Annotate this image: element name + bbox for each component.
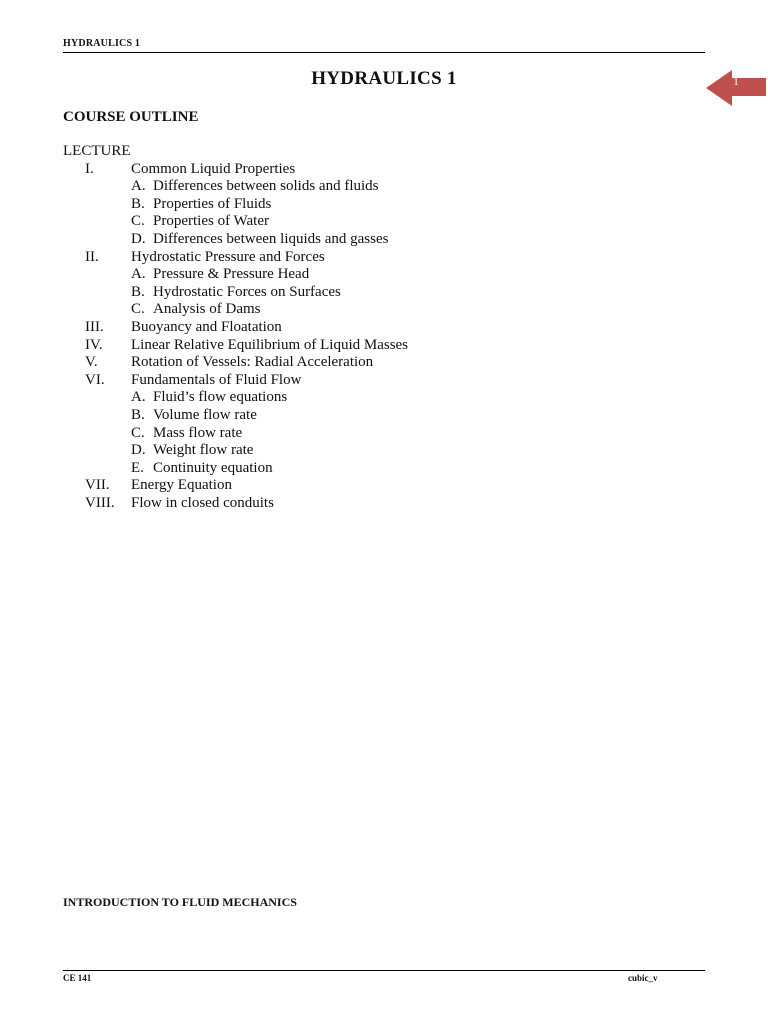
outline-subtopic: [63, 231, 703, 249]
footer-divider: [63, 970, 705, 971]
subtopic: [131, 266, 309, 284]
outline-subtopic: [63, 301, 703, 319]
outline-topic: [63, 495, 703, 513]
footer-course-code: CE 141: [63, 973, 92, 983]
subtopic-letter: D.: [131, 230, 146, 247]
subtopic-text: Pressure & Pressure Head: [153, 266, 310, 283]
header-divider: [63, 52, 705, 53]
subtopic-letter: B.: [131, 406, 145, 423]
subtopic-letter: C.: [131, 213, 145, 230]
intro-heading: INTRODUCTION TO FLUID MECHANICS: [63, 895, 297, 909]
subtopic: [131, 460, 273, 478]
subtopic-text: Differences between liquids and gasses: [153, 230, 389, 247]
outline-subtopic: [63, 178, 703, 196]
subtopic-letter: E.: [131, 459, 144, 476]
outline-subtopic: [63, 266, 703, 284]
footer-author: cubic_v: [628, 973, 658, 983]
subtopic-text: Weight flow rate: [153, 442, 254, 459]
subtopic-letter: B.: [131, 195, 145, 212]
topic-numeral: I.: [85, 160, 94, 177]
outline-subtopic: [63, 213, 703, 231]
topic-numeral: IV.: [85, 336, 103, 353]
subtopic: [131, 178, 379, 196]
subtopic-text: Fluid’s flow equations: [153, 389, 288, 406]
subtopic-letter: D.: [131, 442, 146, 459]
topic-title: Fundamentals of Fluid Flow: [131, 371, 302, 388]
outline-subtopic: [63, 196, 703, 214]
outline-topic: [63, 249, 703, 267]
outline-subtopic: [63, 389, 703, 407]
subtopic: [131, 231, 388, 249]
subtopic-letter: C.: [131, 424, 145, 441]
subtopic-letter: A.: [131, 389, 146, 406]
outline-subtopic: [63, 407, 703, 425]
outline-subtopic: [63, 284, 703, 302]
topic-title: Energy Equation: [131, 477, 232, 494]
subtopic-letter: A.: [131, 178, 146, 195]
page-number: 1: [733, 76, 739, 88]
subtopic: [131, 389, 287, 407]
subtopic: [131, 442, 253, 460]
header-label: HYDRAULICS 1: [63, 38, 141, 49]
subtopic-text: Properties of Water: [153, 213, 269, 230]
topic-title: Common Liquid Properties: [131, 160, 296, 177]
outline-topic: [63, 337, 703, 355]
subtopic-letter: B.: [131, 283, 145, 300]
subtopic-letter: C.: [131, 301, 145, 318]
document-title: HYDRAULICS 1: [311, 68, 457, 89]
topic-title: Rotation of Vessels: Radial Acceleration: [131, 354, 374, 371]
topic-title: Hydrostatic Pressure and Forces: [131, 248, 325, 265]
topic-numeral: VII.: [85, 477, 110, 494]
subtopic-text: Mass flow rate: [153, 424, 243, 441]
subtopic-text: Hydrostatic Forces on Surfaces: [153, 283, 341, 300]
subtopic-letter: A.: [131, 266, 146, 283]
course-outline: [63, 143, 703, 512]
topic-numeral: II.: [85, 248, 99, 265]
subtopic: [131, 407, 257, 425]
subtopic: [131, 213, 269, 231]
outline-topic: [63, 354, 703, 372]
subtopic-text: Differences between solids and fluids: [153, 178, 379, 195]
subtopic: [131, 284, 341, 302]
outline-topic: [63, 477, 703, 495]
topic-title: Flow in closed conduits: [131, 494, 274, 511]
subtopic-text: Properties of Fluids: [153, 195, 272, 212]
topic-numeral: III.: [85, 318, 104, 335]
topic-title: Linear Relative Equilibrium of Liquid Masses: [131, 336, 409, 353]
outline-topic: [63, 161, 703, 179]
subtopic-text: Volume flow rate: [153, 406, 257, 423]
outline-topic: [63, 319, 703, 337]
section-heading: COURSE OUTLINE: [63, 109, 199, 125]
topic-numeral: V.: [85, 354, 98, 371]
outline-subtopic: [63, 442, 703, 460]
outline-subtopic: [63, 425, 703, 443]
outline-subtopic: [63, 460, 703, 478]
subtopic: [131, 425, 242, 443]
outline-label: LECTURE: [63, 143, 131, 159]
subtopic-text: Continuity equation: [153, 459, 273, 476]
topic-numeral: VIII.: [85, 494, 115, 511]
subtopic-text: Analysis of Dams: [153, 301, 261, 318]
topic-title: Buoyancy and Floatation: [131, 318, 282, 335]
subtopic: [131, 301, 261, 319]
topic-numeral: VI.: [85, 371, 105, 388]
outline-topic: [63, 372, 703, 390]
subtopic: [131, 196, 271, 214]
